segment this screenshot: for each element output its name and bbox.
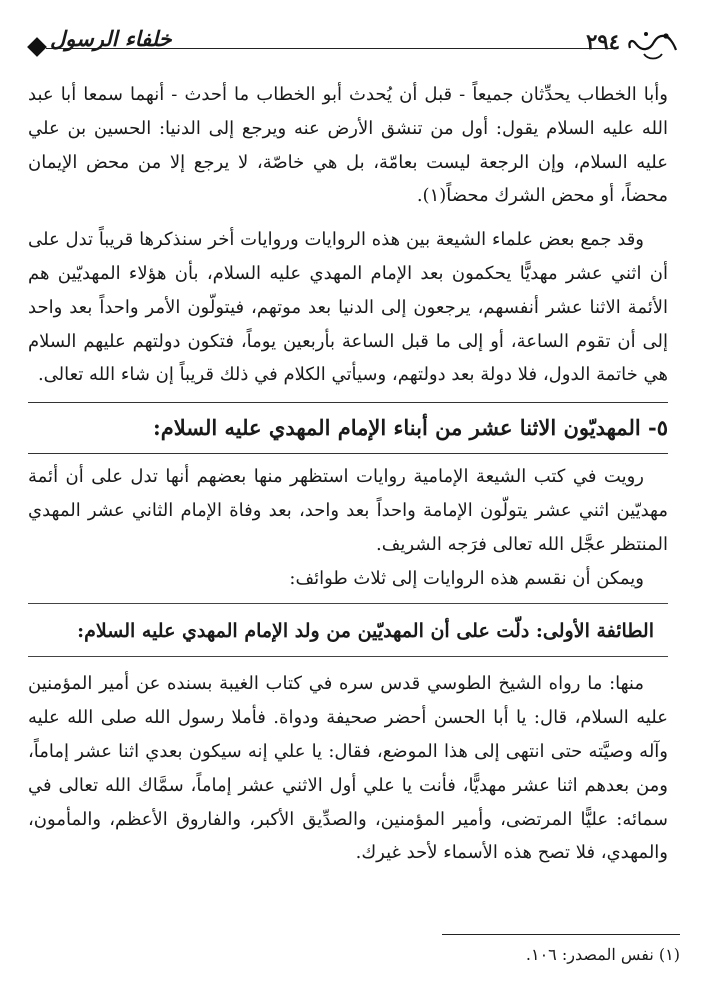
book-title: خلفاء الرسول	[50, 26, 172, 51]
paragraph-1: وأبا الخطاب يحدِّثان جميعاً - قبل أن يُحدث أبو الخطاب ما أحدث - أنهما سمعا أبا عبد الله عليه السلام يقول: أول من تنشق الأرض عنه ويرجع إلى الدنيا: الحسين بن علي عليه السلام، وإن الرجعة ليست بعامّة، بل هي خاصّة، لا يرجع إلا من محض الإيمان محضاً، أو محض الشرك محضاً(١).	[28, 84, 668, 207]
footnote: (١) نفس المصدر: ١٠٦.	[525, 945, 680, 964]
footnote-rule	[442, 934, 680, 935]
page-number: ٢٩٤	[586, 29, 620, 54]
subheading-divider-top	[28, 603, 668, 604]
paragraph-4: ويمكن أن نقسم هذه الروايات إلى ثلاث طوائف:	[289, 567, 644, 589]
paragraph-5: منها: ما رواه الشيخ الطوسي قدس سره في كتاب الغيبة بسنده عن أمير المؤمنين عليه السلام، قال: يا أبا الحسن أحضر صحيفة ودواة. فأملا رسول الله صلى الله عليه وآله وصيَّته حتى انتهى إلى هذا الموضع، فقال: يا علي إنه سيكون بعدي اثنا عشر إماماً، ومن بعدهم اثنا عشر مهديًّا، فأنت يا علي أول الاثني عشر إماماً، سمَّاك الله تعالى في سمائه: عليًّا المرتضى، وأمير المؤمنين، والصدِّيق الأكبر، والفاروق الأعظم، والمأمون، والمهدي، فلا تصح هذه الأسماء لأحد غيرك.	[28, 673, 668, 864]
section-heading-5: ٥- المهديّون الاثنا عشر من أبناء الإمام المهدي عليه السلام:	[152, 415, 668, 441]
page-header	[30, 22, 680, 70]
diamond-ornament-icon	[27, 37, 47, 57]
paragraph-2: وقد جمع بعض علماء الشيعة بين هذه الروايات وروايات أخر سنذكرها قريباً تدل على أن اثني عشر مهديًّا يحكمون بعد الإمام المهدي عليه السلام، بأن هؤلاء المهديّين هم الأئمة الاثنا عشر أنفسهم، يرجعون إلى الدنيا بعد موتهم، فيتولّون الأمر واحداً بعد واحد إلى أن تقوم الساعة، أو إلى ما قبل الساعة بأربعين يوماً، فتكون دولتهم عليهم السلام هي خاتمة الدول، فلا دولة بعد دولتهم، وسيأتي الكلام في ذلك قريباً إن شاء الله تعالى.	[28, 229, 668, 386]
paragraph-3: رويت في كتب الشيعة الإمامية روايات استظهر منها بعضهم أنها تدل على أن أئمة مهديّين اثني عشر يتولّون الإمامة واحداً بعد واحد، بعد وفاة الإمام الثاني عشر المهدي المنتظر عجَّل الله تعالى فرَجه الشريف.	[28, 466, 668, 555]
main-text	[28, 78, 668, 870]
subheading-divider-bottom	[28, 656, 668, 657]
subheading-first-group: الطائفة الأولى: دلّت على أن المهديّين من ولد الإمام المهدي عليه السلام:	[77, 620, 654, 643]
calligraphic-ornament-icon	[626, 24, 678, 64]
